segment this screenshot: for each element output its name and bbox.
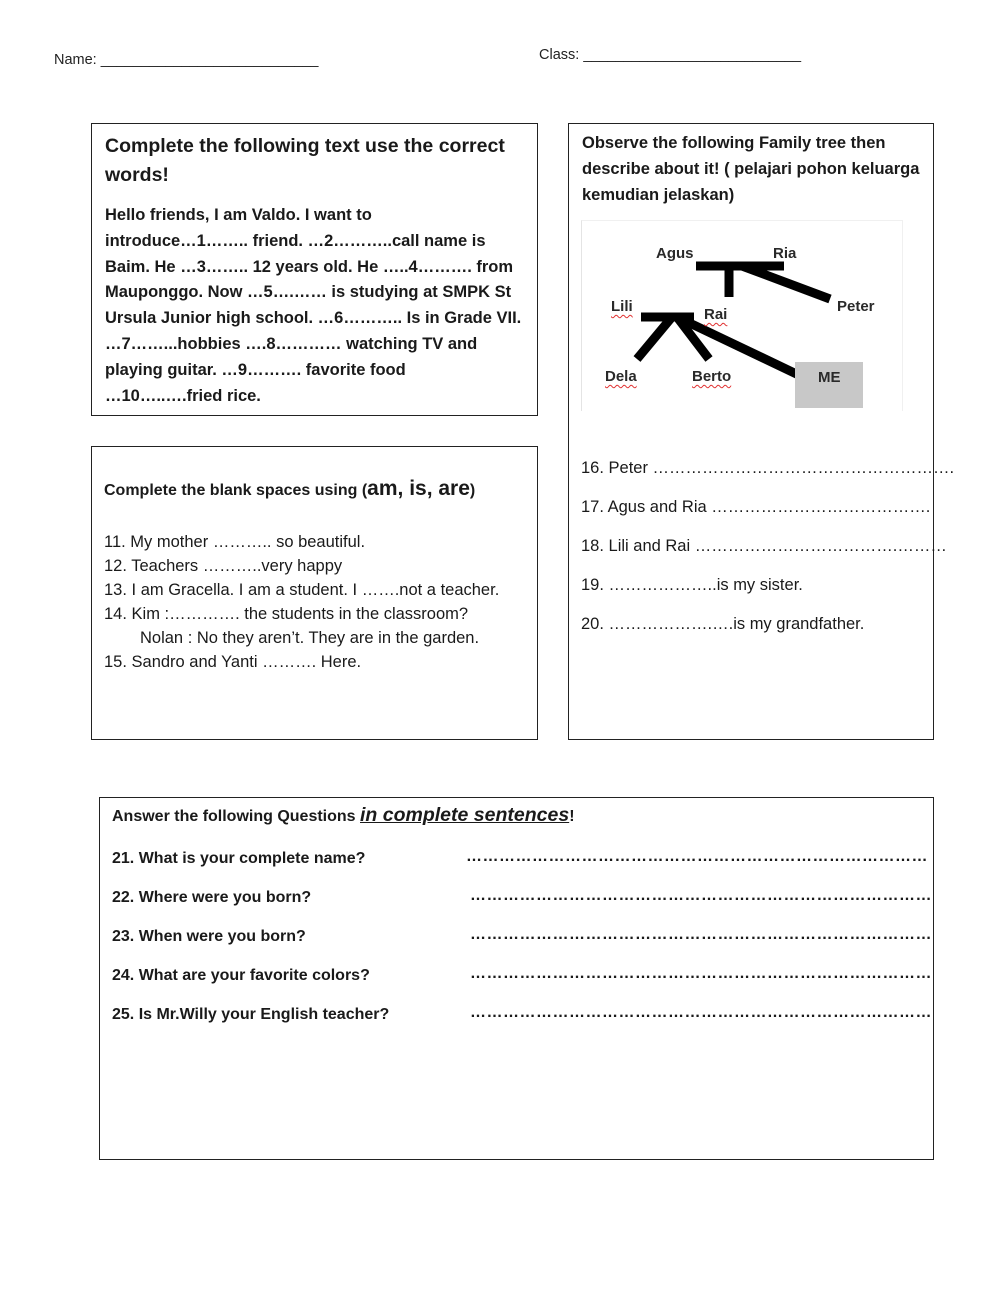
class-field[interactable]	[539, 47, 801, 63]
family-questions-panel	[568, 414, 955, 740]
answer-line-21[interactable]: …………………………………………………………………………	[466, 848, 928, 865]
section1-title: Complete the following text use the correct words!	[105, 135, 505, 186]
tree-name-peter: Peter	[837, 298, 875, 315]
section5-title	[112, 804, 575, 827]
family-question: 20. ……………….….is my grandfather.	[581, 615, 865, 633]
tree-name-ria: Ria	[773, 245, 797, 262]
name-field[interactable]	[54, 52, 318, 68]
section4-items	[581, 459, 954, 654]
name-blank[interactable]: ___________________________	[100, 52, 319, 68]
name-label: Name:	[54, 52, 101, 68]
exercise-item: 14. Kim :…………. the students in the classroom?	[104, 605, 469, 623]
exercise-item: 13. I am Gracella. I am a student. I …….not a teacher.	[104, 581, 500, 599]
exercise-item-continuation: Nolan : No they aren’t. They are in the garden.	[140, 629, 480, 647]
question-22: 22. Where were you born?	[112, 889, 312, 906]
section3-title	[104, 477, 475, 501]
text-line: Mauponggo. Now …5….…… is studying at SMPK St	[105, 283, 512, 302]
section3-items	[104, 530, 499, 674]
family-tree-diagram	[581, 220, 903, 411]
complete-text-panel	[91, 123, 538, 416]
tree-name-dela: Dela	[605, 368, 637, 385]
exercise-item: 11. My mother ……….. so beautiful.	[104, 533, 366, 551]
family-question: 18. Lili and Rai ……………………………….………	[581, 537, 947, 555]
text-line: …10…..….fried rice.	[105, 386, 261, 405]
text-line: playing guitar. …9………. favorite food	[105, 360, 406, 379]
tree-name-me: ME	[818, 369, 841, 386]
tree-name-rai: Rai	[704, 306, 728, 323]
section5-title-prefix: Answer the following Questions	[112, 808, 361, 825]
text-line: Ursula Junior high school. …6……….. Is in Grade VII.	[105, 309, 522, 328]
answer-line-22[interactable]: …………………………………………………………………………	[470, 887, 932, 904]
class-blank[interactable]: ___________________________	[583, 47, 802, 63]
section3-title-prefix: Complete the blank spaces using (	[104, 482, 368, 499]
am-is-are-panel	[91, 446, 538, 740]
section3-title-words: am, is, are	[367, 477, 470, 500]
answer-line-23[interactable]: …………………………………………………………………………	[470, 926, 932, 943]
text-line: introduce…1…….. friend. …2………..call name is	[105, 231, 486, 250]
section5-title-suffix: !	[569, 808, 575, 825]
class-label: Class:	[539, 47, 584, 63]
tree-name-lili: Lili	[611, 298, 633, 315]
text-line: …7……...hobbies ….8………… watching TV and	[105, 334, 478, 353]
section2-title: Observe the following Family tree then describe about it! ( pelajari pohon keluarga kemudian jelaskan)	[582, 134, 920, 204]
question-24: 24. What are your favorite colors?	[112, 967, 370, 984]
answer-line-25[interactable]: …………………………………………………………………………	[470, 1004, 932, 1021]
family-question: 19. ………………..is my sister.	[581, 576, 803, 594]
section3-title-suffix: )	[469, 482, 476, 499]
answer-line-24[interactable]: …………………………………………………………………………	[470, 965, 932, 982]
section1-text	[105, 203, 530, 409]
tree-name-agus: Agus	[656, 245, 694, 262]
question-23: 23. When were you born?	[112, 928, 306, 945]
section5-title-emphasis: in complete sentences	[360, 804, 570, 826]
tree-name-berto: Berto	[692, 368, 732, 385]
text-line: Hello friends, I am Valdo. I want to	[105, 206, 372, 224]
answer-questions-panel	[99, 797, 934, 1160]
family-question: 16. Peter ……………………………………………….	[581, 459, 955, 477]
exercise-item: 15. Sandro and Yanti ………. Here.	[104, 653, 362, 671]
question-25: 25. Is Mr.Willy your English teacher?	[112, 1006, 390, 1023]
question-21: 21. What is your complete name?	[112, 850, 366, 867]
family-question: 17. Agus and Ria ………………………………….	[581, 498, 931, 516]
text-line: Baim. He …3…….. 12 years old. He …..4………. from	[105, 257, 514, 276]
family-tree-panel	[568, 123, 934, 416]
exercise-item: 12. Teachers ………..very happy	[104, 557, 343, 575]
